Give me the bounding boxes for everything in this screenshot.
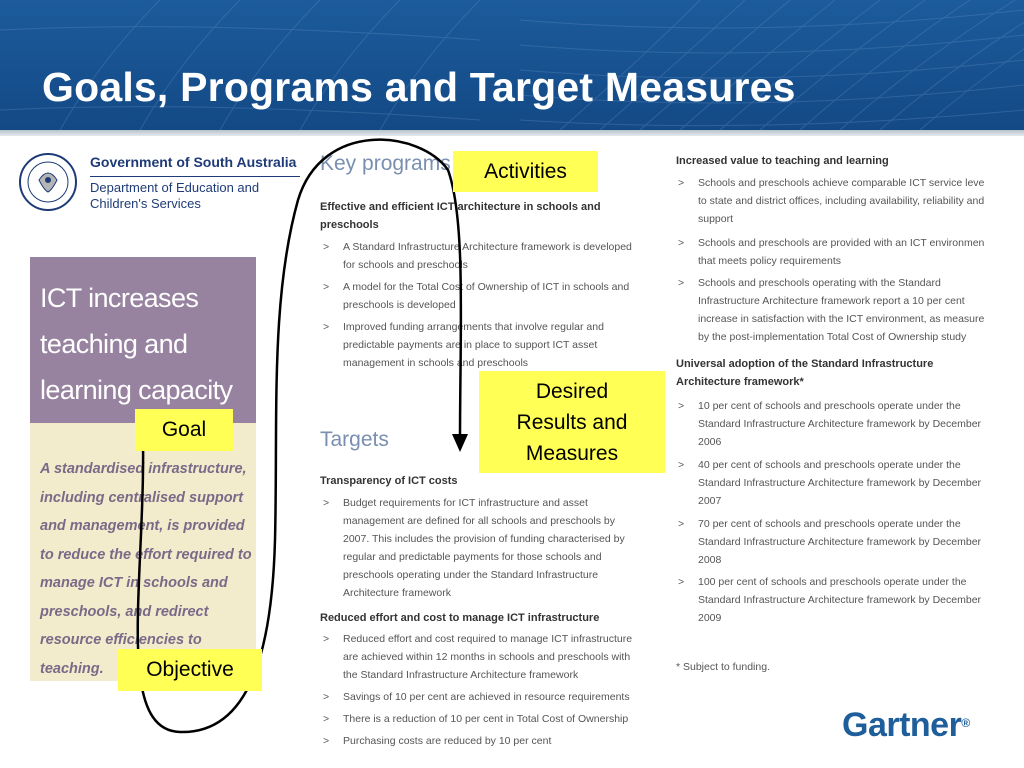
chevron-right-bullet-icon: > [323,321,330,333]
bullet-line: Savings of 10 per cent are achieved in resource requirements [343,691,630,703]
reduced-effort-heading: Reduced effort and cost to manage ICT infrastructure [320,612,600,624]
chevron-right-bullet-icon: > [323,691,330,703]
objective-line: A standardised infrastructure, [40,461,247,477]
universal-adoption-heading-2: Architecture framework* [676,376,804,388]
chevron-right-bullet-icon: > [323,241,330,253]
bullet-line: Purchasing costs are reduced by 10 per cent [343,735,552,747]
gartner-logo [842,706,970,745]
chevron-right-bullet-icon: > [678,277,685,289]
goal-text [40,275,250,413]
objective-line: manage ICT in schools and [40,575,228,591]
transparency-heading: Transparency of ICT costs [320,475,458,487]
bullet-line: the Standard Infrastructure Architecture framework [343,669,579,681]
bullet-line: Standard Infrastructure Architecture framework by December [698,594,982,606]
objective-callout: Objective [118,649,262,691]
bullet-line: Infrastructure Architecture framework report a 10 per cent [698,295,965,307]
chevron-right-bullet-icon: > [323,713,330,725]
bullet-line: Improved funding arrangements that involve regular and [343,321,604,333]
bullet-line: 100 per cent of schools and preschools operate under the [698,576,967,588]
bullet-line: 2006 [698,436,722,448]
bullet-line: Standard Infrastructure Architecture framework by December [698,418,982,430]
objective-line: to reduce the effort required to [40,546,252,563]
result-bullet [678,456,982,510]
objective-line: including centralised support [40,489,244,506]
key-program-bullet [323,278,630,314]
universal-adoption-heading-1: Universal adoption of the Standard Infrastructure [676,358,934,370]
target-bullet [323,710,629,728]
bullet-line: Standard Infrastructure Architecture framework by December [698,536,982,548]
bullet-line: preschools operating under the Standard Infrastructure [343,569,599,581]
chevron-right-bullet-icon: > [323,497,330,509]
chevron-right-bullet-icon: > [678,177,685,189]
brand-name: Gartner [842,706,962,744]
key-programs-heading: Key programs [320,152,451,175]
bullet-line: A Standard Infrastructure Architecture framework is developed [343,241,632,253]
bullet-line: 2008 [698,554,722,566]
target-bullet [323,688,630,706]
bullet-line: 10 per cent of schools and preschools operate under the [698,400,961,412]
objective-line: teaching. [40,660,104,677]
department-name [90,180,259,212]
bullet-line: 40 per cent of schools and preschools operate under the [698,459,961,471]
objective-line: preschools, and redirect [40,603,209,620]
chevron-right-bullet-icon: > [323,633,330,645]
bullet-line: Schools and preschools operating with the Standard [698,277,941,289]
bullet-line: 2007. This includes the provision of funding characterised by [343,533,625,545]
bullet-line: regular and predictable payments for those schools and [343,551,602,563]
goal-line-1: ICT increases [40,283,199,313]
increased-value-heading: Increased value to teaching and learning [676,155,889,167]
result-bullet [678,174,985,228]
desired-line-1: Desired [535,380,609,403]
chevron-right-bullet-icon: > [678,400,685,412]
department-line-2: Children's Services [90,196,201,211]
bullet-line: 2007 [698,495,722,507]
goal-line-2: teaching and [40,329,188,359]
result-bullet [678,274,985,346]
bullet-line: 70 per cent of schools and preschools operate under the [698,518,961,530]
bullet-line: Reduced effort and cost required to manage ICT infrastructure [343,633,633,645]
bullet-line: predictable payments are in place to support ICT asset [343,339,598,351]
bullet-line: A model for the Total Cost of Ownership of ICT in schools and [343,281,630,293]
key-program-bullet [323,238,632,274]
chevron-right-bullet-icon: > [323,281,330,293]
goal-line-3: learning capacity [40,375,233,405]
chevron-right-bullet-icon: > [678,459,685,471]
chevron-right-bullet-icon: > [678,518,685,530]
bullet-line: that meets policy requirements [698,255,841,267]
bullet-line: increase in satisfaction with the ICT environment, as measure [698,313,985,325]
targets-heading: Targets [320,428,389,451]
bullet-line: There is a reduction of 10 per cent in Total Cost of Ownership [343,713,629,725]
bullet-line: Schools and preschools are provided with an ICT environmen [698,237,985,249]
desired-line-3: Measures [525,442,619,465]
slide-header [0,0,1024,130]
activities-callout: Activities [453,151,598,192]
bullet-line: to state and district offices, including availability, reliability and [698,195,985,207]
bullet-line: Standard Infrastructure Architecture framework by December [698,477,982,489]
chevron-right-bullet-icon: > [323,735,330,747]
goal-callout: Goal [135,409,233,451]
target-bullet [323,494,625,602]
bullet-line: are achieved within 12 months in schools and preschools with [343,651,631,663]
footnote: * Subject to funding. [676,661,770,673]
department-line-1: Department of Education and [90,180,260,195]
result-bullet [678,234,985,270]
key-programs-subheading-2: preschools [320,219,379,231]
result-bullet [678,397,982,451]
header-divider [0,130,1024,136]
bullet-line: Architecture framework [343,587,451,599]
target-bullet [323,630,633,684]
slide-title: Goals, Programs and Target Measures [42,64,796,110]
key-program-bullet [323,318,604,372]
desired-line-2: Results and [516,411,628,434]
objective-line: resource efficiencies to [40,632,202,648]
bullet-line: Budget requirements for ICT infrastructure and asset [343,497,588,509]
bullet-line: Schools and preschools achieve comparable ICT service leve [698,177,985,189]
government-divider [90,176,300,177]
bullet-line: 2009 [698,612,722,624]
arrow-head-icon [452,434,468,452]
desired-results-callout [479,371,665,473]
registered-mark: ® [961,716,970,730]
bullet-line: management in schools and preschools [343,357,529,369]
bullet-line: preschools is developed [343,299,456,311]
state-crest-icon [18,152,78,212]
bullet-line: management are defined for all schools and preschools by [343,515,615,527]
bullet-line: support [698,213,734,225]
chevron-right-bullet-icon: > [678,237,685,249]
government-name: Government of South Australia [90,154,297,170]
objective-line: and management, is provided [40,518,245,534]
bullet-line: by the post-implementation Total Cost of Ownership study [698,331,967,343]
result-bullet [678,573,982,627]
key-programs-subheading-1: Effective and efficient ICT architecture in schools and [320,201,601,213]
result-bullet [678,515,982,569]
target-bullet [323,732,552,750]
chevron-right-bullet-icon: > [678,576,685,588]
bullet-line: for schools and preschools [343,259,468,271]
